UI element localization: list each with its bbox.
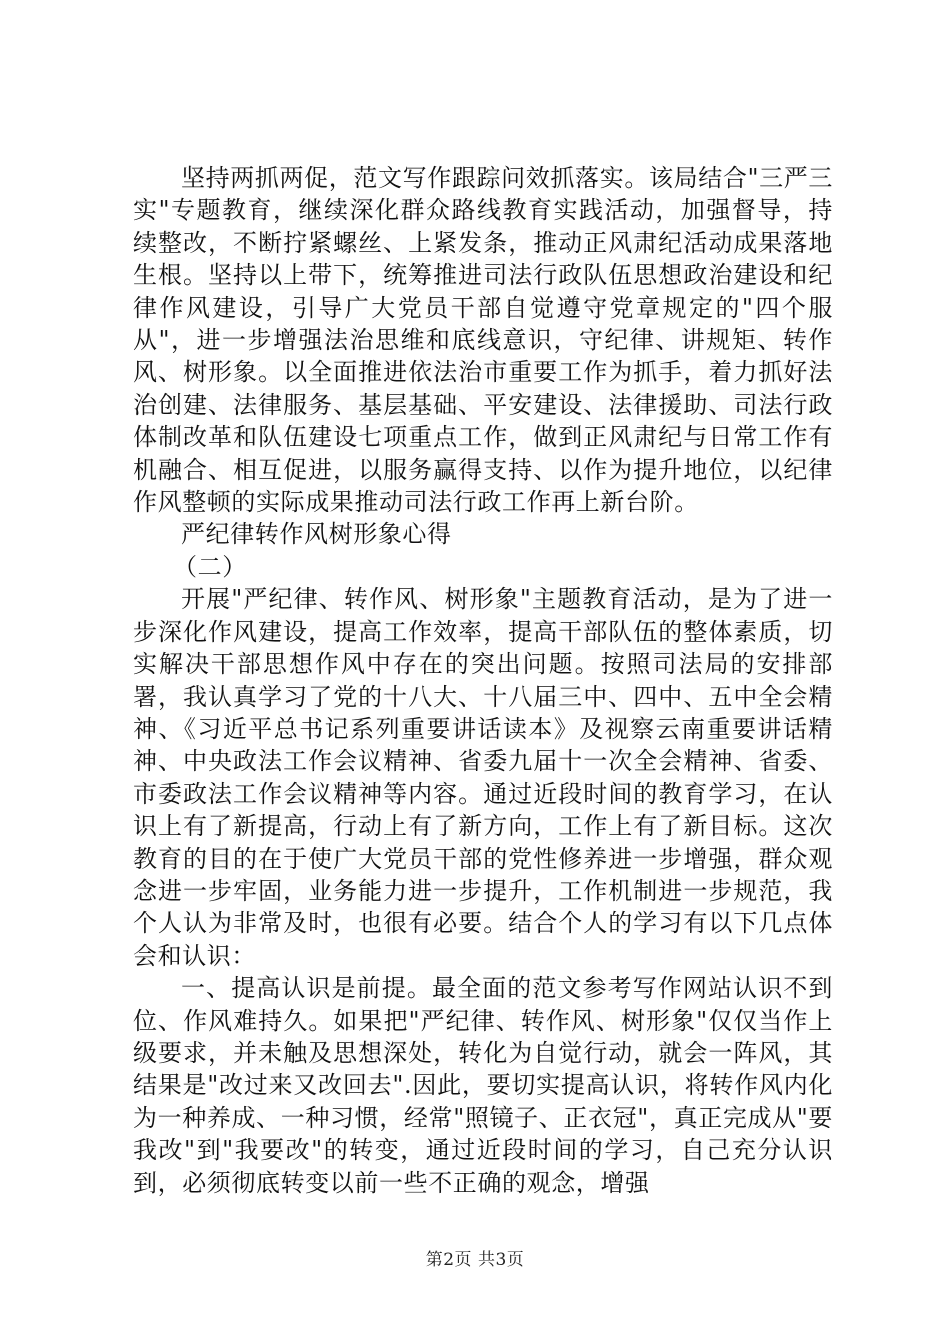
paragraph-1: 坚持两抓两促，范文写作跟踪问效抓落实。该局结合"三严三实"专题教育，继续深化群众路线教育实践活动，加强督导，持续整改，不断拧紧螺丝、上紧发条，推动正风肃纪活动成果落地生根。坚持以上带下，统筹推进司法行政队伍思想政治建设和纪律作风建设，引导广大党员干部自觉遵守党章规定的"四个服从"，进一步增强法治思维和底线意识，守纪律、讲规矩、转作风、树形象。以全面推进依法治市重要工作为抓手，着力抓好法治创建、法律服务、基层基础、平安建设、法律援助、司法行政体制改革和队伍建设七项重点工作，做到正风肃纪与日常工作有机融合、相互促进，以服务赢得支持、以作为提升地位，以纪律作风整顿的实际成果推动司法行政工作再上新台阶。 [133, 164, 833, 517]
page-footer: 第2页 共3页 [425, 1250, 525, 1270]
section-subtitle: （二） [173, 552, 247, 581]
section-title: 严纪律转作风树形象心得 [181, 520, 452, 549]
paragraph-3: 一、提高认识是前提。最全面的范文参考写作网站认识不到位、作风难持久。如果把"严纪律、转作风、树形象"仅仅当作上级要求，并未触及思想深处，转化为自觉行动，就会一阵风，其结果是"改过来又改回去".因此，要切实提高认识，将转作风内化为一种养成、一种习惯，经常"照镜子、正衣冠"，真正完成从"要我改"到"我要改"的转变，通过近段时间的学习，自己充分认识到，必须彻底转变以前一些不正确的观念，增强 [133, 974, 833, 1197]
document-body [133, 162, 833, 1199]
paragraph-2: 开展"严纪律、转作风、树形象"主题教育活动，是为了进一步深化作风建设，提高工作效率，提高干部队伍的整体素质，切实解决干部思想作风中存在的突出问题。按照司法局的安排部署，我认真学习了党的十八大、十八届三中、四中、五中全会精神、《习近平总书记系列重要讲话读本》及视察云南重要讲话精神、中央政法工作会议精神、省委九届十一次全会精神、省委、市委政法工作会议精神等内容。通过近段时间的教育学习，在认识上有了新提高，行动上有了新方向，工作上有了新目标。这次教育的目的在于使广大党员干部的党性修养进一步增强，群众观念进一步牢固，业务能力进一步提升，工作机制进一步规范，我个人认为非常及时，也很有必要。结合个人的学习有以下几点体会和认识： [133, 585, 833, 970]
